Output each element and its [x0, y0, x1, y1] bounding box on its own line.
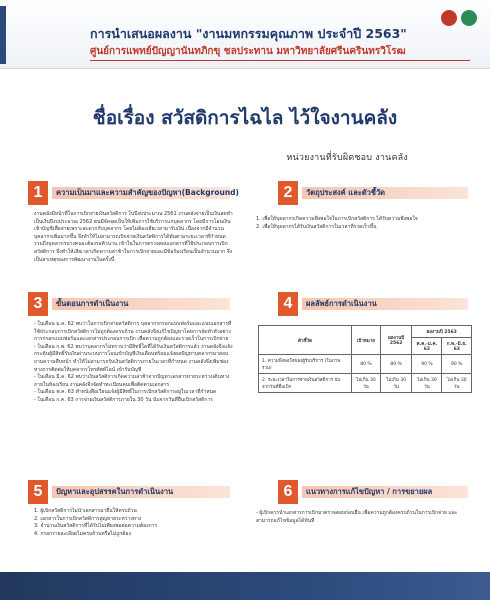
header-accent-bar: [0, 6, 6, 64]
section-list-item: - ผู้เบิกควรนำเอกสารการเบิกมาตรวจสอบก่อนยื่น เพื่อความถูกต้องครบถ้วนในการเบิกจ่าย และสามารถแก้ไขข้อมูลได้ทันที: [256, 510, 458, 524]
table-cell: ไม่เกิน 30 วัน: [442, 374, 472, 393]
table-cell: 2. ระยะเวลาในการจ่ายเงินสวัสดิการ นับจากวันที่ยื่นเบิก: [259, 374, 352, 393]
section-list-item: 1. ผู้เบิกสวัสดิการไม่นำเอกสารมายื่นให้ครบถ้วน: [34, 508, 137, 514]
table-cell: ไม่เกิน 30 วัน: [352, 374, 381, 393]
university-logo-icon: [461, 10, 477, 26]
section-5-header: [28, 480, 230, 500]
section-number: 4: [278, 292, 298, 316]
section-number: 1: [28, 181, 48, 205]
results-table: [258, 325, 472, 393]
section-step: - ในเดือน พ.ค. 63 ทำหนังสือเวียนแจ้งผู้มีสิทธิ์ในการเบิกสวัสดิการอยู่ในเวลาที่กำหนด: [34, 389, 217, 396]
section-3-body: [34, 321, 234, 405]
section-title: ปัญหาและอุปสรรคในการดำเนินงาน: [56, 487, 174, 496]
table-cell: 80 %: [380, 355, 412, 374]
section-2-body: [256, 216, 462, 231]
table-header-cell: ก.พ.-มิ.ย. 63: [442, 338, 472, 355]
table-header-cell: ผลงานปี 2563: [412, 326, 472, 338]
section-title: ขั้นตอนการดำเนินงาน: [56, 299, 129, 308]
table-cell: ไม่เกิน 30 วัน: [412, 374, 442, 393]
section-5-body: [34, 508, 234, 538]
header-subtitle: ศูนย์การแพทย์ปัญญานันทภิกขุ ชลประทาน มหาวิทยาลัยศรีนครินทรวิโรฒ: [90, 46, 406, 57]
section-6-body: [256, 510, 462, 525]
table-cell: ไม่เกิน 30 วัน: [380, 374, 412, 393]
section-number: 6: [278, 480, 298, 504]
table-row: [259, 355, 472, 374]
hospital-logo-icon: [441, 10, 457, 26]
section-list-item: 2. เพื่อให้บุคลากรได้รับเงินสวัสดิการในเวลาที่รวดเร็วขึ้น: [256, 223, 377, 230]
header-underline: [90, 60, 470, 61]
table-cell: 90 %: [412, 355, 442, 374]
section-1-body: [34, 211, 234, 264]
section-4-header: [278, 292, 468, 312]
table-header-cell: ผลงานปี 2562: [380, 326, 412, 355]
table-cell: 90 %: [442, 355, 472, 374]
section-number: 5: [28, 480, 48, 504]
section-list-item: 1. เพื่อให้บุคลากรเกิดความพึงพอใจในการเบิกสวัสดิการ ได้รับความพึงพอใจ: [256, 216, 418, 222]
responsible-unit: หน่วยงานที่รับผิดชอบ งานคลัง: [286, 153, 408, 163]
section-title: ความเป็นมาและความสำคัญของปัญหา(Background): [56, 188, 239, 197]
section-2-header: [278, 181, 468, 201]
poster-header: [0, 0, 490, 69]
subject-title: ชื่อเรื่อง สวัสดิการไฉไล ไว้ใจงานคลัง: [92, 107, 398, 129]
table-header-cell: เป้าหมาย: [352, 326, 381, 355]
footer-bar: [0, 572, 490, 600]
section-step: - ในเดือน มี.ค. 62 พบว่าเงินสวัสดิการเกิดความล่าช้าจากปัญหาเอกสารหายระหว่างเดินทางภายในห้องเรียน งานคลังจึงจัดทำทะเบียนคุมเพื่อติดตามเอกสาร: [34, 374, 230, 388]
section-step: - ในเดือน ก.ค. 63 การจ่ายเงินสวัสดิการภายใน 30 วัน นับจากวันที่ยื่นเบิกสวัสดิการ: [34, 396, 213, 403]
header-title: การนำเสนอผลงาน "งานมหกรรมคุณภาพ ประจำปี 2563": [90, 26, 407, 41]
section-list-item: 4. กรอกรายละเอียดไม่ครบถ้วนหรือไม่ถูกต้อง: [34, 530, 131, 537]
section-title: แนวทางการแก้ไขปัญหา / การขยายผล: [306, 487, 433, 496]
section-step: - ในเดือน ก.พ. 62 พบว่าบุคลากรไม่ทราบว่ามีสิทธิ์ใดที่ได้รับเงินสวัสดิการแล้ว งานคลังจึงแจ้งกระตุ้นผู้มีสิทธิ์รับเงินผ่านระบบการโอนเข้าบัญชีเงินเดือนพร้อมแจ้งผลปัญหาบุคลากรมาสอบถามความคืบหน้า ทำให้ไม่สามารถรับเงินสวัสดิการภายในเวลาที่กำหนด งานคลังจึงเพิ่มช่องทางการติดต่อให้บุคลากรโทรศัพท์ไลน์ เข้ารับบัญชี: [34, 343, 233, 373]
section-number: 2: [278, 181, 298, 205]
section-title: ผลลัพธ์การดำเนินงาน: [306, 299, 377, 308]
table-cell: 1. ความพึงพอใจของผู้รับบริการ (ในภาพรวม): [259, 355, 352, 374]
section-list-item: 2. เอกสารในการเบิกสวัสดิการสูญหายระหว่างทาง: [34, 515, 142, 522]
section-list-item: 3. จำนวนเงินสวัสดิการที่ได้รับไม่เพียงพอต่อความต้องการ: [34, 523, 158, 530]
section-6-header: [278, 480, 468, 500]
section-title: วัตถุประสงค์ และตัวชี้วัด: [306, 188, 386, 197]
section-number: 3: [28, 292, 48, 316]
table-header-cell: ต.ค.-ม.ค. 62: [412, 338, 442, 355]
section-1-header: [28, 181, 239, 201]
section-paragraph: งานคลังมีหน้าที่ในการเบิกจ่ายเงินสวัสดิการ ในปีงบประมาณ 2561 งานคลังจ่ายเป็นเงินสดทำเป็นเงินปีงบประมาณ 2562 ตนมีจัดจุดเป็นให้เพิ่มการใช้บริการแก่บุคลากร โดยมีการโอนเงินเข้าบัญชีเพื่อจ่ายเพราะสะดวกกับบุคลากร โดยไม่ต้องเสียเวลามารับเงิน เนื่องจากมีจำนวนบุคลากรเพิ่มมากขึ้น จึงทำให้ไม่สามารถเบิกจ่ายเงินสวัสดิการได้ทันตามระยะเวลาที่กำหนด รวมถึงบุคลากรบางคนจะต้องรอคิวนาน เข้าในในการตรวจสอบเอกสารที่ใช้ประกอบการเบิกสวัสดิการ จึงทำให้เสียเวลาเกิดความล่าช้าในการเบิกจ่ายและมีข้อร้องเรียนเป็นจำนวนมาก จึงเป็นสาเหตุของการพัฒนางานในครั้งนี้: [34, 211, 233, 263]
section-3-header: [28, 292, 230, 312]
table-row: [259, 374, 472, 393]
table-cell: 80 %: [352, 355, 381, 374]
table-header-cell: ตัวชี้วัด: [259, 326, 352, 355]
section-step: - ในเดือน ม.ค. 62 พบว่าในการเบิกจ่ายสวัสดิการ บุคลากรกรอกแบบฟอร์มและแนบเอกสารที่ใช้ประกอบการเบิกสวัสดิการไม่ถูกต้องครบถ้วน งานคลังจึงแก้ไขปัญหาโดยการจัดทำตัวอย่างการกรอกแบบฟอร์มและเอกสารประกอบการเบิก เพื่อความถูกต้องและรวดเร็วในการเบิกจ่าย: [34, 321, 232, 343]
table-header-row: [259, 326, 472, 338]
